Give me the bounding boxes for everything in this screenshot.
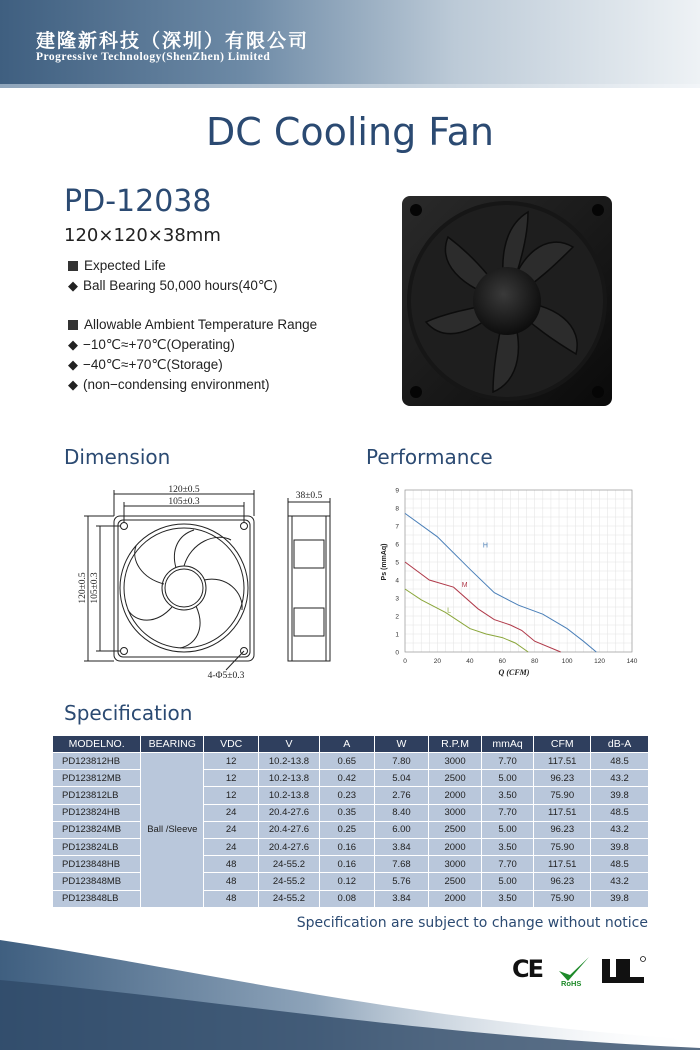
table-cell: 0.12 (319, 873, 374, 890)
table-header-cell: mmAq (481, 736, 534, 753)
table-cell: 8.40 (374, 804, 429, 821)
table-cell: 48 (204, 873, 259, 890)
table-cell: 48 (204, 890, 259, 907)
chart-y-tick-label: 1 (395, 631, 399, 639)
table-cell: 48 (204, 856, 259, 873)
table-cell: 24 (204, 838, 259, 855)
dimension-heading: Dimension (64, 445, 171, 469)
table-header-row (53, 736, 649, 753)
table-header-cell: dB-A (591, 736, 649, 753)
table-cell: 6.00 (374, 821, 429, 838)
fan-photo-icon (398, 192, 616, 410)
table-cell: 2.76 (374, 787, 429, 804)
table-cell: 0.23 (319, 787, 374, 804)
specification-table (52, 735, 649, 908)
table-cell: 2500 (429, 770, 482, 787)
table-header-cell: R.P.M (429, 736, 482, 753)
page-title: DC Cooling Fan (205, 110, 495, 154)
dimension-drawing (76, 480, 346, 685)
model-number-cell: PD123824MB (53, 821, 141, 838)
table-cell: 75.90 (534, 890, 591, 907)
chart-y-tick-label: 4 (395, 577, 399, 585)
table-cell: 117.51 (534, 753, 591, 770)
feature-text: −10℃≈+70℃(Operating) (83, 337, 235, 352)
table-cell: 7.70 (481, 753, 534, 770)
feature-text: Expected Life (84, 258, 166, 273)
table-cell: 117.51 (534, 856, 591, 873)
feature-item (68, 377, 270, 393)
feature-item (68, 357, 223, 373)
product-size: 120×120×38mm (64, 225, 221, 246)
table-cell: 3.50 (481, 838, 534, 855)
table-cell: 2000 (429, 838, 482, 855)
table-cell: 24-55.2 (259, 873, 320, 890)
chart-x-tick-label: 80 (531, 658, 539, 665)
table-cell: 43.2 (591, 873, 649, 890)
model-number-cell: PD123812MB (53, 770, 141, 787)
feature-item (68, 258, 166, 273)
table-cell: 96.23 (534, 873, 591, 890)
table-cell: 20.4-27.6 (259, 838, 320, 855)
chart-x-tick-label: 120 (594, 658, 606, 665)
disclaimer-note: Specification are subject to change without notice (296, 915, 648, 931)
table-cell: 5.04 (374, 770, 429, 787)
model-number-cell: PD123824HB (53, 804, 141, 821)
chart-x-tick-label: 100 (561, 658, 573, 665)
table-cell: 12 (204, 770, 259, 787)
table-cell: 96.23 (534, 770, 591, 787)
table-row (53, 753, 649, 770)
feature-text: (non−condensing environment) (83, 377, 270, 392)
table-cell: 0.08 (319, 890, 374, 907)
performance-chart (374, 482, 644, 682)
table-cell: 2500 (429, 821, 482, 838)
chart-x-axis-label: Q (CFM) (498, 668, 530, 677)
chart-series-label: M (461, 582, 468, 590)
table-cell: 12 (204, 787, 259, 804)
feature-text: −40℃≈+70℃(Storage) (83, 357, 223, 372)
table-cell: 24-55.2 (259, 856, 320, 873)
table-cell: 39.8 (591, 890, 649, 907)
dim-holes: 4-Φ5±0.3 (207, 671, 245, 681)
table-header-cell: V (259, 736, 320, 753)
chart-y-tick-label: 3 (395, 595, 399, 603)
table-cell: 48.5 (591, 753, 649, 770)
table-header-cell: CFM (534, 736, 591, 753)
table-cell: 10.2-13.8 (259, 787, 320, 804)
chart-x-tick-label: 20 (433, 658, 442, 665)
table-cell: 24-55.2 (259, 890, 320, 907)
table-cell: 3000 (429, 804, 482, 821)
feature-item (68, 317, 317, 332)
table-cell: 117.51 (534, 804, 591, 821)
company-name-english: Progressive Technology(ShenZhen) Limited (36, 51, 271, 63)
chart-x-tick-label: 40 (466, 658, 474, 665)
table-cell: 10.2-13.8 (259, 753, 320, 770)
table-cell: 5.00 (481, 873, 534, 890)
table-cell: 39.8 (591, 787, 649, 804)
chart-series-label: H (482, 542, 488, 550)
rohs-label: RoHS (561, 979, 582, 988)
chart-x-tick-label: 140 (626, 658, 638, 665)
diamond-bullet-icon: ◆ (68, 278, 78, 293)
table-cell: 43.2 (591, 821, 649, 838)
table-header-cell: BEARING (141, 736, 204, 753)
table-cell: 7.70 (481, 804, 534, 821)
model-number-cell: PD123824LB (53, 838, 141, 855)
dim-depth: 38±0.5 (295, 491, 323, 501)
table-cell: 75.90 (534, 787, 591, 804)
table-cell: 96.23 (534, 821, 591, 838)
table-header-cell: W (374, 736, 429, 753)
chart-y-tick-label: 7 (395, 523, 399, 531)
table-header-cell: A (319, 736, 374, 753)
table-cell: 75.90 (534, 838, 591, 855)
certification-marks (512, 955, 652, 989)
chart-y-tick-label: 0 (395, 649, 399, 657)
table-cell: 5.00 (481, 770, 534, 787)
model-number-cell: PD123848MB (53, 873, 141, 890)
model-number-cell: PD123848HB (53, 856, 141, 873)
chart-x-tick-label: 60 (498, 658, 506, 665)
dim-height-total: 120±0.5 (78, 572, 88, 604)
diamond-bullet-icon: ◆ (68, 337, 78, 352)
table-cell: 5.76 (374, 873, 429, 890)
table-cell: 0.16 (319, 856, 374, 873)
header-band (0, 0, 700, 84)
table-cell: 10.2-13.8 (259, 770, 320, 787)
table-cell: 20.4-27.6 (259, 821, 320, 838)
table-header-cell: MODELNO. (53, 736, 141, 753)
table-cell: 3.84 (374, 838, 429, 855)
table-cell: 0.42 (319, 770, 374, 787)
model-number-cell: PD123812LB (53, 787, 141, 804)
footer-swoosh (0, 930, 700, 1050)
table-cell: 20.4-27.6 (259, 804, 320, 821)
table-cell: 2500 (429, 873, 482, 890)
company-name-chinese: 建隆新科技（深圳）有限公司 (36, 30, 310, 52)
table-cell: 0.35 (319, 804, 374, 821)
dim-width-holes: 105±0.3 (168, 497, 200, 507)
diamond-bullet-icon: ◆ (68, 377, 78, 392)
table-cell: 24 (204, 821, 259, 838)
model-number-cell: PD123812HB (53, 753, 141, 770)
diamond-bullet-icon: ◆ (68, 357, 78, 372)
feature-item (68, 337, 235, 353)
model-number: PD-12038 (64, 184, 212, 219)
chart-y-tick-label: 6 (395, 541, 399, 549)
table-cell: 43.2 (591, 770, 649, 787)
model-number-cell: PD123848LB (53, 890, 141, 907)
table-cell: 3.84 (374, 890, 429, 907)
table-cell: 0.65 (319, 753, 374, 770)
table-cell: 24 (204, 804, 259, 821)
table-cell: 39.8 (591, 838, 649, 855)
table-cell: 3000 (429, 856, 482, 873)
table-cell: 5.00 (481, 821, 534, 838)
bearing-cell: Ball /Sleeve (141, 753, 204, 908)
chart-x-tick-label: 0 (403, 658, 407, 665)
table-cell: 7.68 (374, 856, 429, 873)
ul-recognized-icon (598, 955, 646, 987)
chart-y-tick-label: 9 (395, 487, 399, 495)
header-divider (0, 84, 700, 88)
table-cell: 3000 (429, 753, 482, 770)
table-cell: 48.5 (591, 804, 649, 821)
chart-y-axis-label: Ps (mmAq) (381, 543, 388, 581)
feature-text: Allowable Ambient Temperature Range (84, 317, 318, 332)
table-cell: 48.5 (591, 856, 649, 873)
chart-series-line-h (405, 513, 596, 652)
chart-y-tick-label: 2 (395, 613, 399, 621)
square-bullet-icon (68, 261, 78, 271)
feature-item (68, 278, 278, 294)
table-cell: 2000 (429, 890, 482, 907)
table-cell: 0.25 (319, 821, 374, 838)
table-cell: 0.16 (319, 838, 374, 855)
feature-text: Ball Bearing 50,000 hours(40℃) (83, 278, 278, 293)
square-bullet-icon (68, 320, 78, 330)
table-cell: 7.80 (374, 753, 429, 770)
chart-y-tick-label: 8 (395, 505, 399, 513)
dim-height-holes: 105±0.3 (90, 572, 100, 604)
table-cell: 7.70 (481, 856, 534, 873)
table-header-cell: VDC (204, 736, 259, 753)
dim-width-total: 120±0.5 (168, 485, 200, 495)
table-cell: 2000 (429, 787, 482, 804)
specification-heading: Specification (64, 701, 193, 725)
chart-series-label: L (447, 607, 452, 615)
performance-heading: Performance (366, 445, 493, 469)
table-cell: 12 (204, 753, 259, 770)
table-cell: 3.50 (481, 787, 534, 804)
ce-mark-icon: CE (512, 955, 543, 983)
chart-y-tick-label: 5 (395, 559, 399, 567)
table-cell: 3.50 (481, 890, 534, 907)
